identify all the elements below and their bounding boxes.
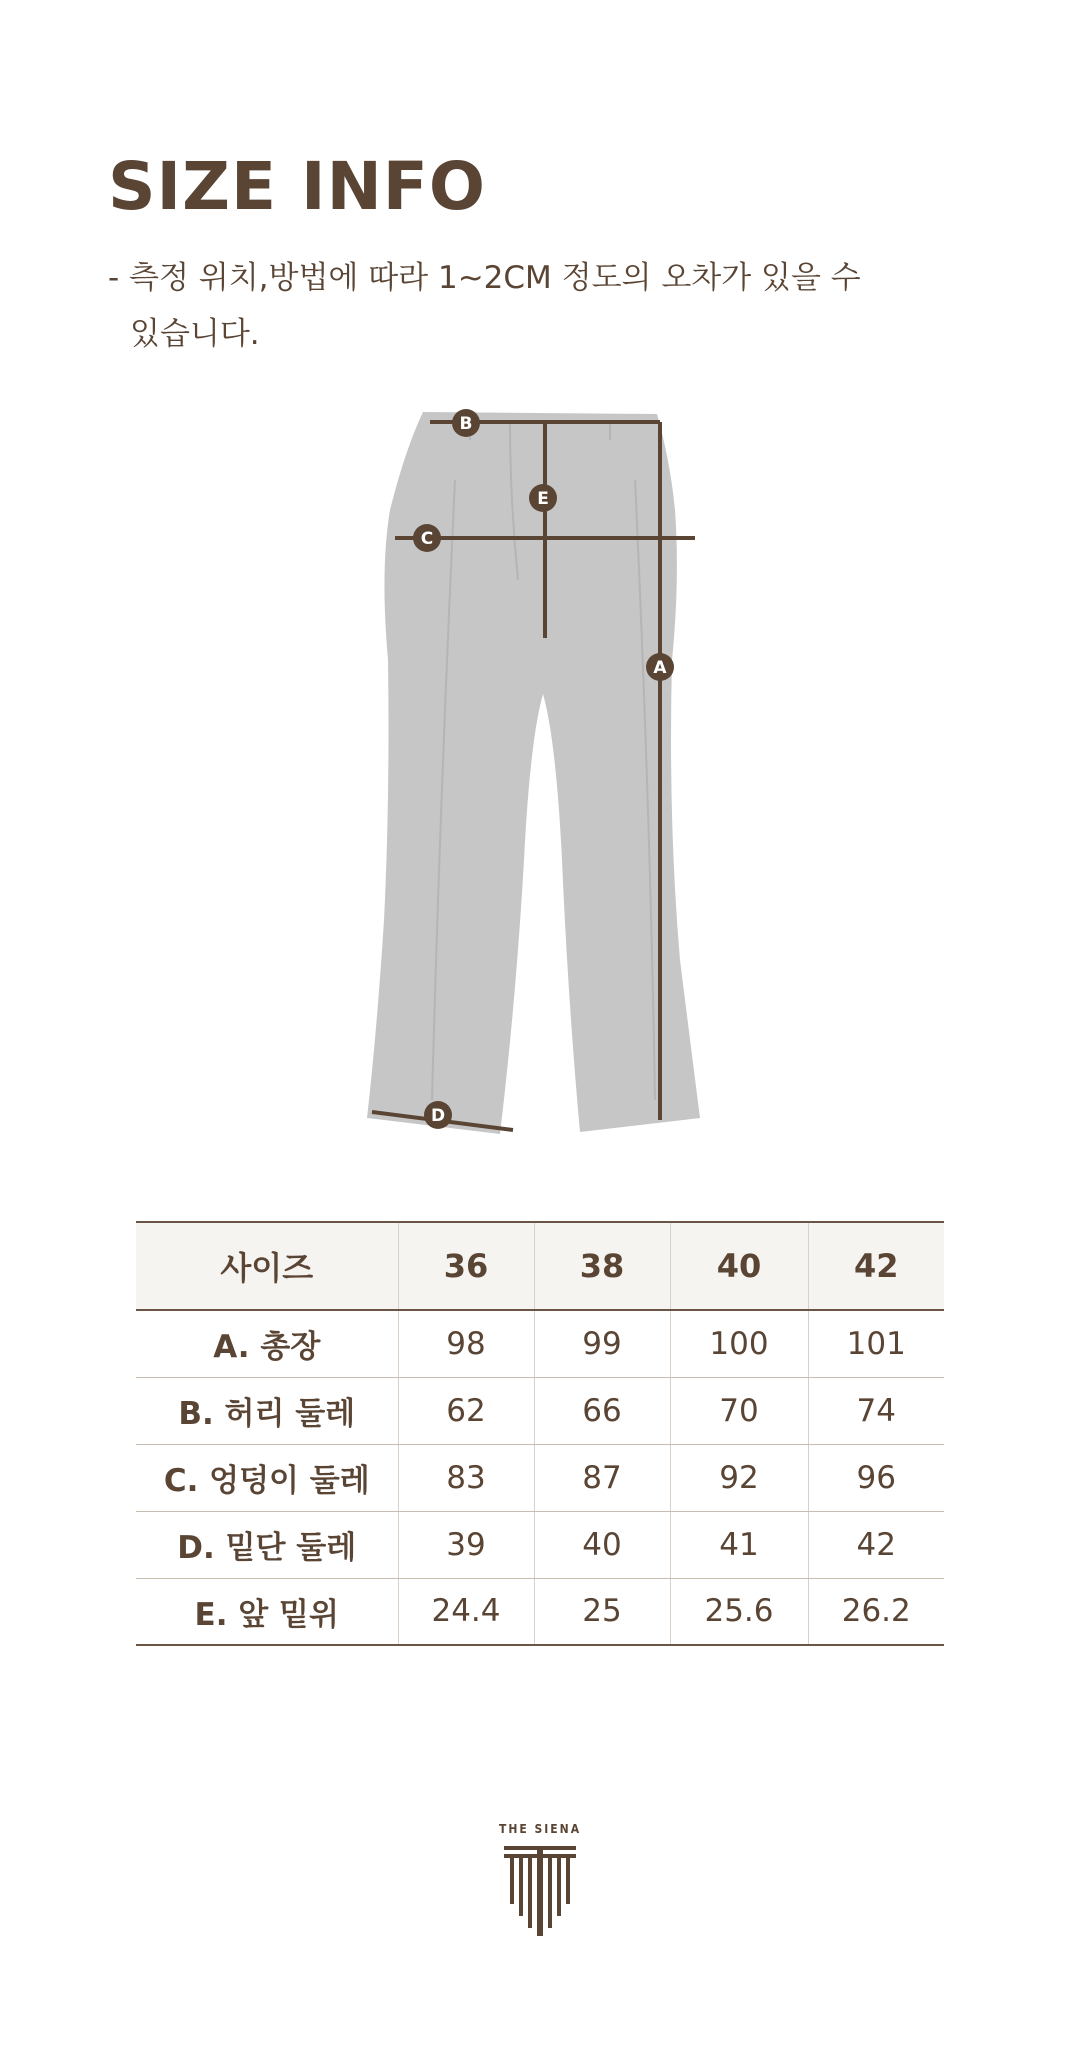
marker-c [413,524,441,552]
pants-shape [367,412,700,1134]
table-cell: 25.6 [670,1578,808,1645]
table-cell: 24.4 [398,1578,534,1645]
row-label: E. 앞 밑위 [136,1578,398,1645]
size-header-label: 사이즈 [136,1222,398,1310]
table-cell: 74 [808,1377,944,1444]
brand-name: THE SIENA [498,1822,582,1836]
marker-b [452,409,480,437]
row-label: C. 엉덩이 둘레 [136,1444,398,1511]
pants-illustration [350,400,740,1140]
table-cell: 62 [398,1377,534,1444]
svg-text:C: C [420,529,434,549]
measurement-note [108,250,908,362]
size-header-42: 42 [808,1222,944,1310]
table-cell: 99 [534,1310,670,1377]
size-table [136,1221,944,1646]
brand-mark-icon [500,1840,580,1936]
svg-text:A: A [653,658,667,678]
size-header-40: 40 [670,1222,808,1310]
svg-text:D: D [430,1106,446,1126]
table-header-row [136,1222,944,1310]
table-row [136,1511,944,1578]
table-cell: 70 [670,1377,808,1444]
table-cell: 39 [398,1511,534,1578]
page-title: SIZE INFO [108,148,486,225]
pants-measurement-diagram [350,400,740,1140]
table-cell: 87 [534,1444,670,1511]
table-cell: 41 [670,1511,808,1578]
size-header-36: 36 [398,1222,534,1310]
brand-logo [490,1822,590,1942]
table-cell: 25 [534,1578,670,1645]
svg-text:E: E [537,489,549,509]
size-header-38: 38 [534,1222,670,1310]
table-cell: 40 [534,1511,670,1578]
svg-text:B: B [459,414,473,434]
table-cell: 83 [398,1444,534,1511]
row-label: A. 총장 [136,1310,398,1377]
note-line-1: - 측정 위치,방법에 따라 1~2CM 정도의 오차가 있을 수 [108,260,861,296]
marker-a [646,653,674,681]
table-cell: 92 [670,1444,808,1511]
table-cell: 101 [808,1310,944,1377]
row-label: D. 밑단 둘레 [136,1511,398,1578]
marker-d [424,1101,452,1129]
table-cell: 98 [398,1310,534,1377]
table-row [136,1310,944,1377]
note-line-2: 있습니다. [130,316,260,352]
table-cell: 26.2 [808,1578,944,1645]
table-cell: 96 [808,1444,944,1511]
table-row [136,1377,944,1444]
row-label: B. 허리 둘레 [136,1377,398,1444]
table-cell: 66 [534,1377,670,1444]
table-cell: 100 [670,1310,808,1377]
table-row [136,1578,944,1645]
marker-e [529,484,557,512]
table-cell: 42 [808,1511,944,1578]
table-row [136,1444,944,1511]
